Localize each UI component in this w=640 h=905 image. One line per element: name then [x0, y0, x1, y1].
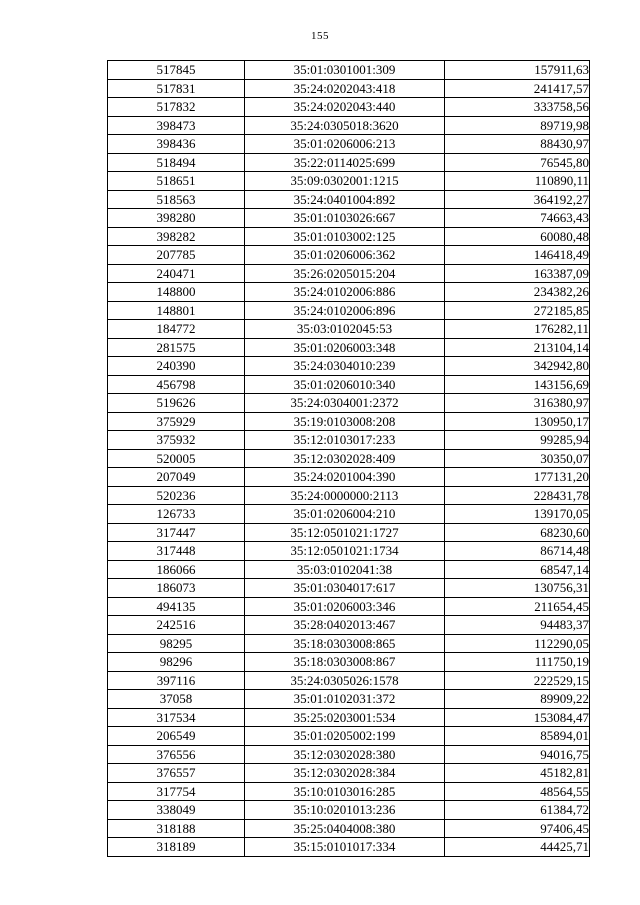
table-row	[108, 375, 590, 394]
table-row	[108, 338, 590, 357]
value-cell: 68547,14	[445, 560, 590, 579]
table-row	[108, 412, 590, 431]
cadastral-number-cell: 35:12:0103017:233	[245, 431, 445, 450]
object-id-cell: 317447	[108, 523, 245, 542]
table-row	[108, 597, 590, 616]
value-cell: 44425,71	[445, 838, 590, 857]
object-id-cell: 240471	[108, 264, 245, 283]
cadastral-number-cell: 35:01:0205002:199	[245, 727, 445, 746]
cadastral-number-cell: 35:01:0206003:348	[245, 338, 445, 357]
table-row	[108, 560, 590, 579]
cadastral-number-cell: 35:03:0102045:53	[245, 320, 445, 339]
value-cell: 94483,37	[445, 616, 590, 635]
object-id-cell: 317754	[108, 782, 245, 801]
cadastral-number-cell: 35:15:0101017:334	[245, 838, 445, 857]
cadastral-number-cell: 35:01:0301001:309	[245, 61, 445, 80]
table-row	[108, 98, 590, 117]
object-id-cell: 519626	[108, 394, 245, 413]
table-row	[108, 79, 590, 98]
table-row	[108, 449, 590, 468]
cadastral-number-cell: 35:01:0206004:210	[245, 505, 445, 524]
value-cell: 97406,45	[445, 819, 590, 838]
object-id-cell: 518651	[108, 172, 245, 191]
table-row	[108, 690, 590, 709]
value-cell: 163387,09	[445, 264, 590, 283]
cadastral-number-cell: 35:01:0304017:617	[245, 579, 445, 598]
table-row	[108, 523, 590, 542]
table-row	[108, 301, 590, 320]
object-id-cell: 148800	[108, 283, 245, 302]
object-id-cell: 518494	[108, 153, 245, 172]
cadastral-number-cell: 35:12:0302028:409	[245, 449, 445, 468]
object-id-cell: 126733	[108, 505, 245, 524]
table-body	[108, 61, 590, 857]
table-row	[108, 671, 590, 690]
table-row	[108, 764, 590, 783]
object-id-cell: 376556	[108, 745, 245, 764]
value-cell: 86714,48	[445, 542, 590, 561]
table-row	[108, 61, 590, 80]
value-cell: 74663,43	[445, 209, 590, 228]
object-id-cell: 375932	[108, 431, 245, 450]
value-cell: 364192,27	[445, 190, 590, 209]
object-id-cell: 317534	[108, 708, 245, 727]
value-cell: 222529,15	[445, 671, 590, 690]
cadastral-number-cell: 35:12:0501021:1727	[245, 523, 445, 542]
value-cell: 88430,97	[445, 135, 590, 154]
table-row	[108, 394, 590, 413]
value-cell: 272185,85	[445, 301, 590, 320]
value-cell: 130950,17	[445, 412, 590, 431]
value-cell: 45182,81	[445, 764, 590, 783]
object-id-cell: 398282	[108, 227, 245, 246]
value-cell: 139170,05	[445, 505, 590, 524]
value-cell: 176282,11	[445, 320, 590, 339]
cadastral-number-cell: 35:18:0303008:865	[245, 634, 445, 653]
cadastral-number-cell: 35:24:0401004:892	[245, 190, 445, 209]
object-id-cell: 318189	[108, 838, 245, 857]
value-cell: 316380,97	[445, 394, 590, 413]
cadastral-number-cell: 35:24:0304001:2372	[245, 394, 445, 413]
cadastral-number-cell: 35:03:0102041:38	[245, 560, 445, 579]
value-cell: 333758,56	[445, 98, 590, 117]
object-id-cell: 517845	[108, 61, 245, 80]
cadastral-number-cell: 35:10:0103016:285	[245, 782, 445, 801]
table-row	[108, 320, 590, 339]
object-id-cell: 186073	[108, 579, 245, 598]
object-id-cell: 375929	[108, 412, 245, 431]
value-cell: 241417,57	[445, 79, 590, 98]
page-number: 155	[311, 30, 329, 42]
value-cell: 89909,22	[445, 690, 590, 709]
object-id-cell: 517831	[108, 79, 245, 98]
value-cell: 111750,19	[445, 653, 590, 672]
cadastral-number-cell: 35:12:0501021:1734	[245, 542, 445, 561]
object-id-cell: 186066	[108, 560, 245, 579]
cadastral-number-cell: 35:01:0206003:346	[245, 597, 445, 616]
value-cell: 30350,07	[445, 449, 590, 468]
value-cell: 153084,47	[445, 708, 590, 727]
table-row	[108, 838, 590, 857]
cadastral-number-cell: 35:26:0205015:204	[245, 264, 445, 283]
value-cell: 157911,63	[445, 61, 590, 80]
table-row	[108, 801, 590, 820]
object-id-cell: 398473	[108, 116, 245, 135]
object-id-cell: 397116	[108, 671, 245, 690]
cadastral-number-cell: 35:09:0302001:1215	[245, 172, 445, 191]
table-row	[108, 135, 590, 154]
cadastral-number-cell: 35:10:0201013:236	[245, 801, 445, 820]
table-row	[108, 190, 590, 209]
object-id-cell: 398280	[108, 209, 245, 228]
table-row	[108, 264, 590, 283]
cadastral-number-cell: 35:22:0114025:699	[245, 153, 445, 172]
cadastral-number-cell: 35:24:0102006:896	[245, 301, 445, 320]
object-id-cell: 518563	[108, 190, 245, 209]
value-cell: 177131,20	[445, 468, 590, 487]
table-row	[108, 727, 590, 746]
value-cell: 130756,31	[445, 579, 590, 598]
object-id-cell: 398436	[108, 135, 245, 154]
table-row	[108, 782, 590, 801]
object-id-cell: 98296	[108, 653, 245, 672]
cadastral-number-cell: 35:01:0103002:125	[245, 227, 445, 246]
table-row	[108, 634, 590, 653]
value-cell: 234382,26	[445, 283, 590, 302]
object-id-cell: 520236	[108, 486, 245, 505]
cadastral-number-cell: 35:01:0206006:362	[245, 246, 445, 265]
table-row	[108, 819, 590, 838]
value-cell: 68230,60	[445, 523, 590, 542]
object-id-cell: 520005	[108, 449, 245, 468]
table-row	[108, 246, 590, 265]
table-row	[108, 431, 590, 450]
cadastral-number-cell: 35:24:0202043:418	[245, 79, 445, 98]
cadastral-number-cell: 35:24:0305018:3620	[245, 116, 445, 135]
object-id-cell: 517832	[108, 98, 245, 117]
table-row	[108, 745, 590, 764]
value-cell: 228431,78	[445, 486, 590, 505]
value-cell: 94016,75	[445, 745, 590, 764]
cadastral-number-cell: 35:24:0202043:440	[245, 98, 445, 117]
table-row	[108, 579, 590, 598]
cadastral-number-cell: 35:24:0000000:2113	[245, 486, 445, 505]
table-row	[108, 153, 590, 172]
cadastral-number-cell: 35:24:0201004:390	[245, 468, 445, 487]
table-row	[108, 116, 590, 135]
table-row	[108, 283, 590, 302]
object-id-cell: 494135	[108, 597, 245, 616]
cadastral-number-cell: 35:25:0404008:380	[245, 819, 445, 838]
cadastral-number-cell: 35:12:0302028:384	[245, 764, 445, 783]
cadastral-number-cell: 35:28:0402013:467	[245, 616, 445, 635]
object-id-cell: 317448	[108, 542, 245, 561]
table-row	[108, 486, 590, 505]
object-id-cell: 338049	[108, 801, 245, 820]
value-cell: 342942,80	[445, 357, 590, 376]
table-row	[108, 542, 590, 561]
cadastral-number-cell: 35:18:0303008:867	[245, 653, 445, 672]
table-row	[108, 357, 590, 376]
object-id-cell: 281575	[108, 338, 245, 357]
object-id-cell: 37058	[108, 690, 245, 709]
value-cell: 99285,94	[445, 431, 590, 450]
cadastral-number-cell: 35:25:0203001:534	[245, 708, 445, 727]
value-cell: 213104,14	[445, 338, 590, 357]
table-row	[108, 172, 590, 191]
value-cell: 110890,11	[445, 172, 590, 191]
object-id-cell: 456798	[108, 375, 245, 394]
object-id-cell: 207049	[108, 468, 245, 487]
value-cell: 211654,45	[445, 597, 590, 616]
cadastral-number-cell: 35:01:0103026:667	[245, 209, 445, 228]
cadastral-number-cell: 35:24:0304010:239	[245, 357, 445, 376]
cadastral-number-cell: 35:01:0206010:340	[245, 375, 445, 394]
registry-table	[107, 60, 590, 857]
value-cell: 112290,05	[445, 634, 590, 653]
object-id-cell: 207785	[108, 246, 245, 265]
table-row	[108, 227, 590, 246]
cadastral-number-cell: 35:12:0302028:380	[245, 745, 445, 764]
table-row	[108, 616, 590, 635]
cadastral-number-cell: 35:01:0102031:372	[245, 690, 445, 709]
table-row	[108, 708, 590, 727]
table-row	[108, 653, 590, 672]
cadastral-number-cell: 35:24:0102006:886	[245, 283, 445, 302]
object-id-cell: 98295	[108, 634, 245, 653]
cadastral-number-cell: 35:19:0103008:208	[245, 412, 445, 431]
object-id-cell: 240390	[108, 357, 245, 376]
table-row	[108, 505, 590, 524]
cadastral-number-cell: 35:24:0305026:1578	[245, 671, 445, 690]
object-id-cell: 148801	[108, 301, 245, 320]
cadastral-number-cell: 35:01:0206006:213	[245, 135, 445, 154]
object-id-cell: 376557	[108, 764, 245, 783]
value-cell: 76545,80	[445, 153, 590, 172]
value-cell: 85894,01	[445, 727, 590, 746]
value-cell: 143156,69	[445, 375, 590, 394]
value-cell: 61384,72	[445, 801, 590, 820]
value-cell: 146418,49	[445, 246, 590, 265]
object-id-cell: 318188	[108, 819, 245, 838]
table-row	[108, 209, 590, 228]
object-id-cell: 184772	[108, 320, 245, 339]
value-cell: 89719,98	[445, 116, 590, 135]
object-id-cell: 242516	[108, 616, 245, 635]
value-cell: 60080,48	[445, 227, 590, 246]
object-id-cell: 206549	[108, 727, 245, 746]
value-cell: 48564,55	[445, 782, 590, 801]
table-row	[108, 468, 590, 487]
